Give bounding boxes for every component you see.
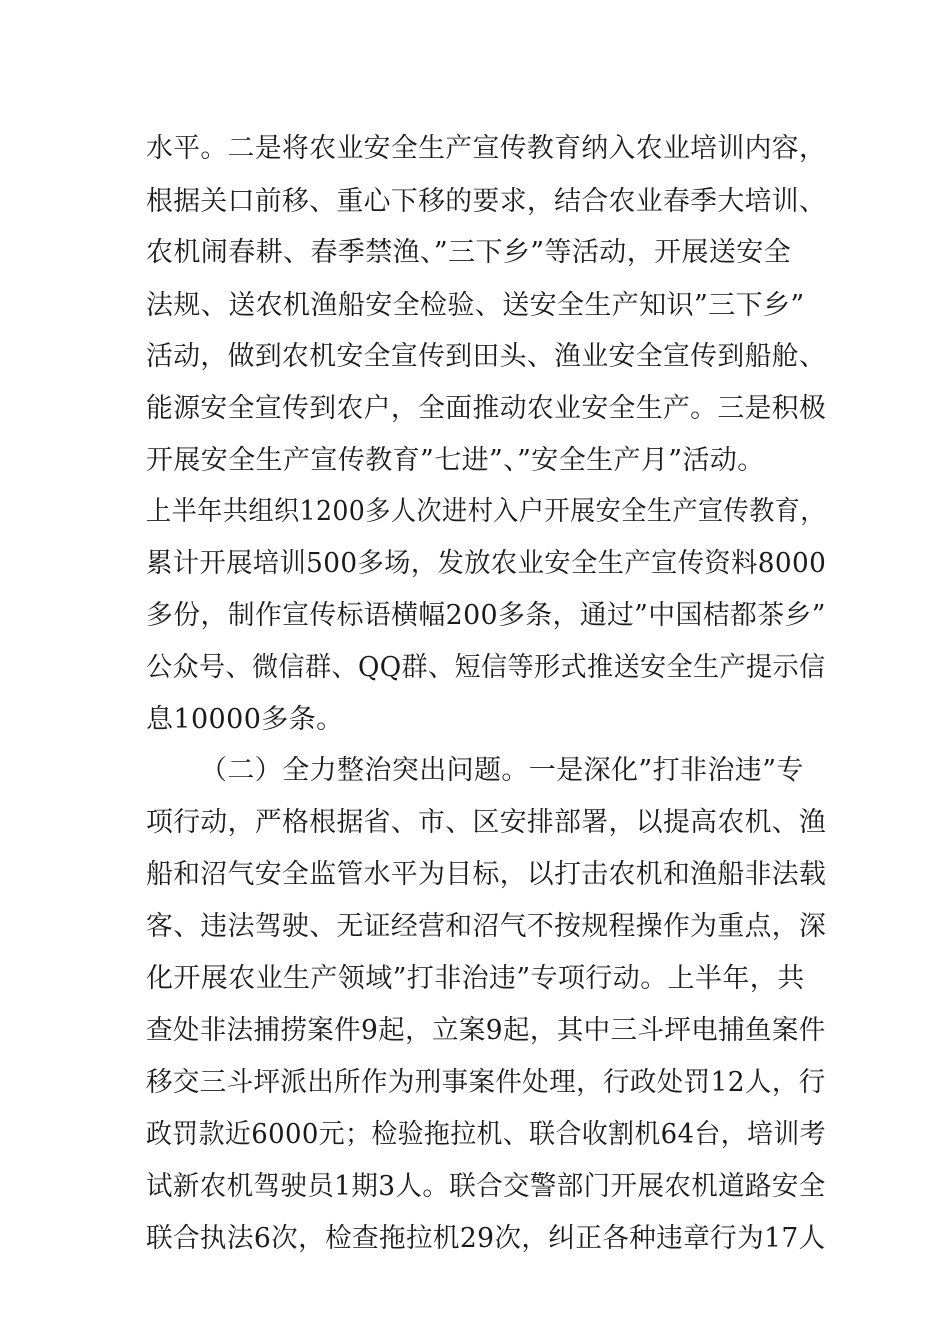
body-text-line: 累计开展培训500多场，发放农业安全生产宣传资料8000 <box>146 548 827 579</box>
body-text-line: 联合执法6次，检查拖拉机29次，纠正各种违章行为17人 <box>146 1223 826 1254</box>
section-heading-line: （二）全力整治突出问题。一是深化”打非治违”专 <box>200 755 804 786</box>
body-text-line: 试新农机驾驶员1期3人。联合交警部门开展农机道路安全 <box>146 1171 826 1202</box>
body-text-line: 农机闹春耕、春季禁渔、”三下乡”等活动，开展送安全 <box>146 237 792 268</box>
body-text-line: 移交三斗坪派出所作为刑事案件处理，行政处罚12人，行 <box>146 1067 826 1098</box>
body-text-line: 水平。二是将农业安全生产宣传教育纳入农业培训内容， <box>146 133 827 164</box>
body-text-line: 客、违法驾驶、无证经营和沼气不按规程操作为重点，深 <box>146 911 827 942</box>
body-text-line: 公众号、微信群、QQ群、短信等形式推送安全生产提示信 <box>146 652 826 683</box>
body-text-line: 多份，制作宣传标语横幅200多条，通过”中国桔都茶乡” <box>146 600 826 631</box>
body-text-line: 政罚款近6000元；检验拖拉机、联合收割机64台，培训考 <box>146 1119 826 1150</box>
body-text-line: 活动，做到农机安全宣传到田头、渔业安全宣传到船舱、 <box>146 341 827 372</box>
body-text-line: 息10000多条。 <box>146 704 344 735</box>
body-text-line: 上半年共组织1200多人次进村入户开展安全生产宣传教育， <box>146 496 826 527</box>
body-text-line: 法规、送农机渔船安全检验、送安全生产知识”三下乡” <box>146 290 805 321</box>
body-text-line: 能源安全宣传到农户，全面推动农业安全生产。三是积极 <box>146 393 827 424</box>
body-text-line: 化开展农业生产领域”打非治违”专项行动。上半年，共 <box>146 963 805 994</box>
body-text-line: 船和沼气安全监管水平为目标，以打击农机和渔船非法载 <box>146 859 827 890</box>
body-text-line: 查处非法捕捞案件9起，立案9起，其中三斗坪电捕鱼案件 <box>146 1015 826 1046</box>
body-text-line: 根据关口前移、重心下移的要求，结合农业春季大培训、 <box>146 186 827 217</box>
body-text-line: 项行动，严格根据省、市、区安排部署，以提高农机、渔 <box>146 807 827 838</box>
body-text-line: 开展安全生产宣传教育”七进”、”安全生产月”活动。 <box>146 445 765 476</box>
